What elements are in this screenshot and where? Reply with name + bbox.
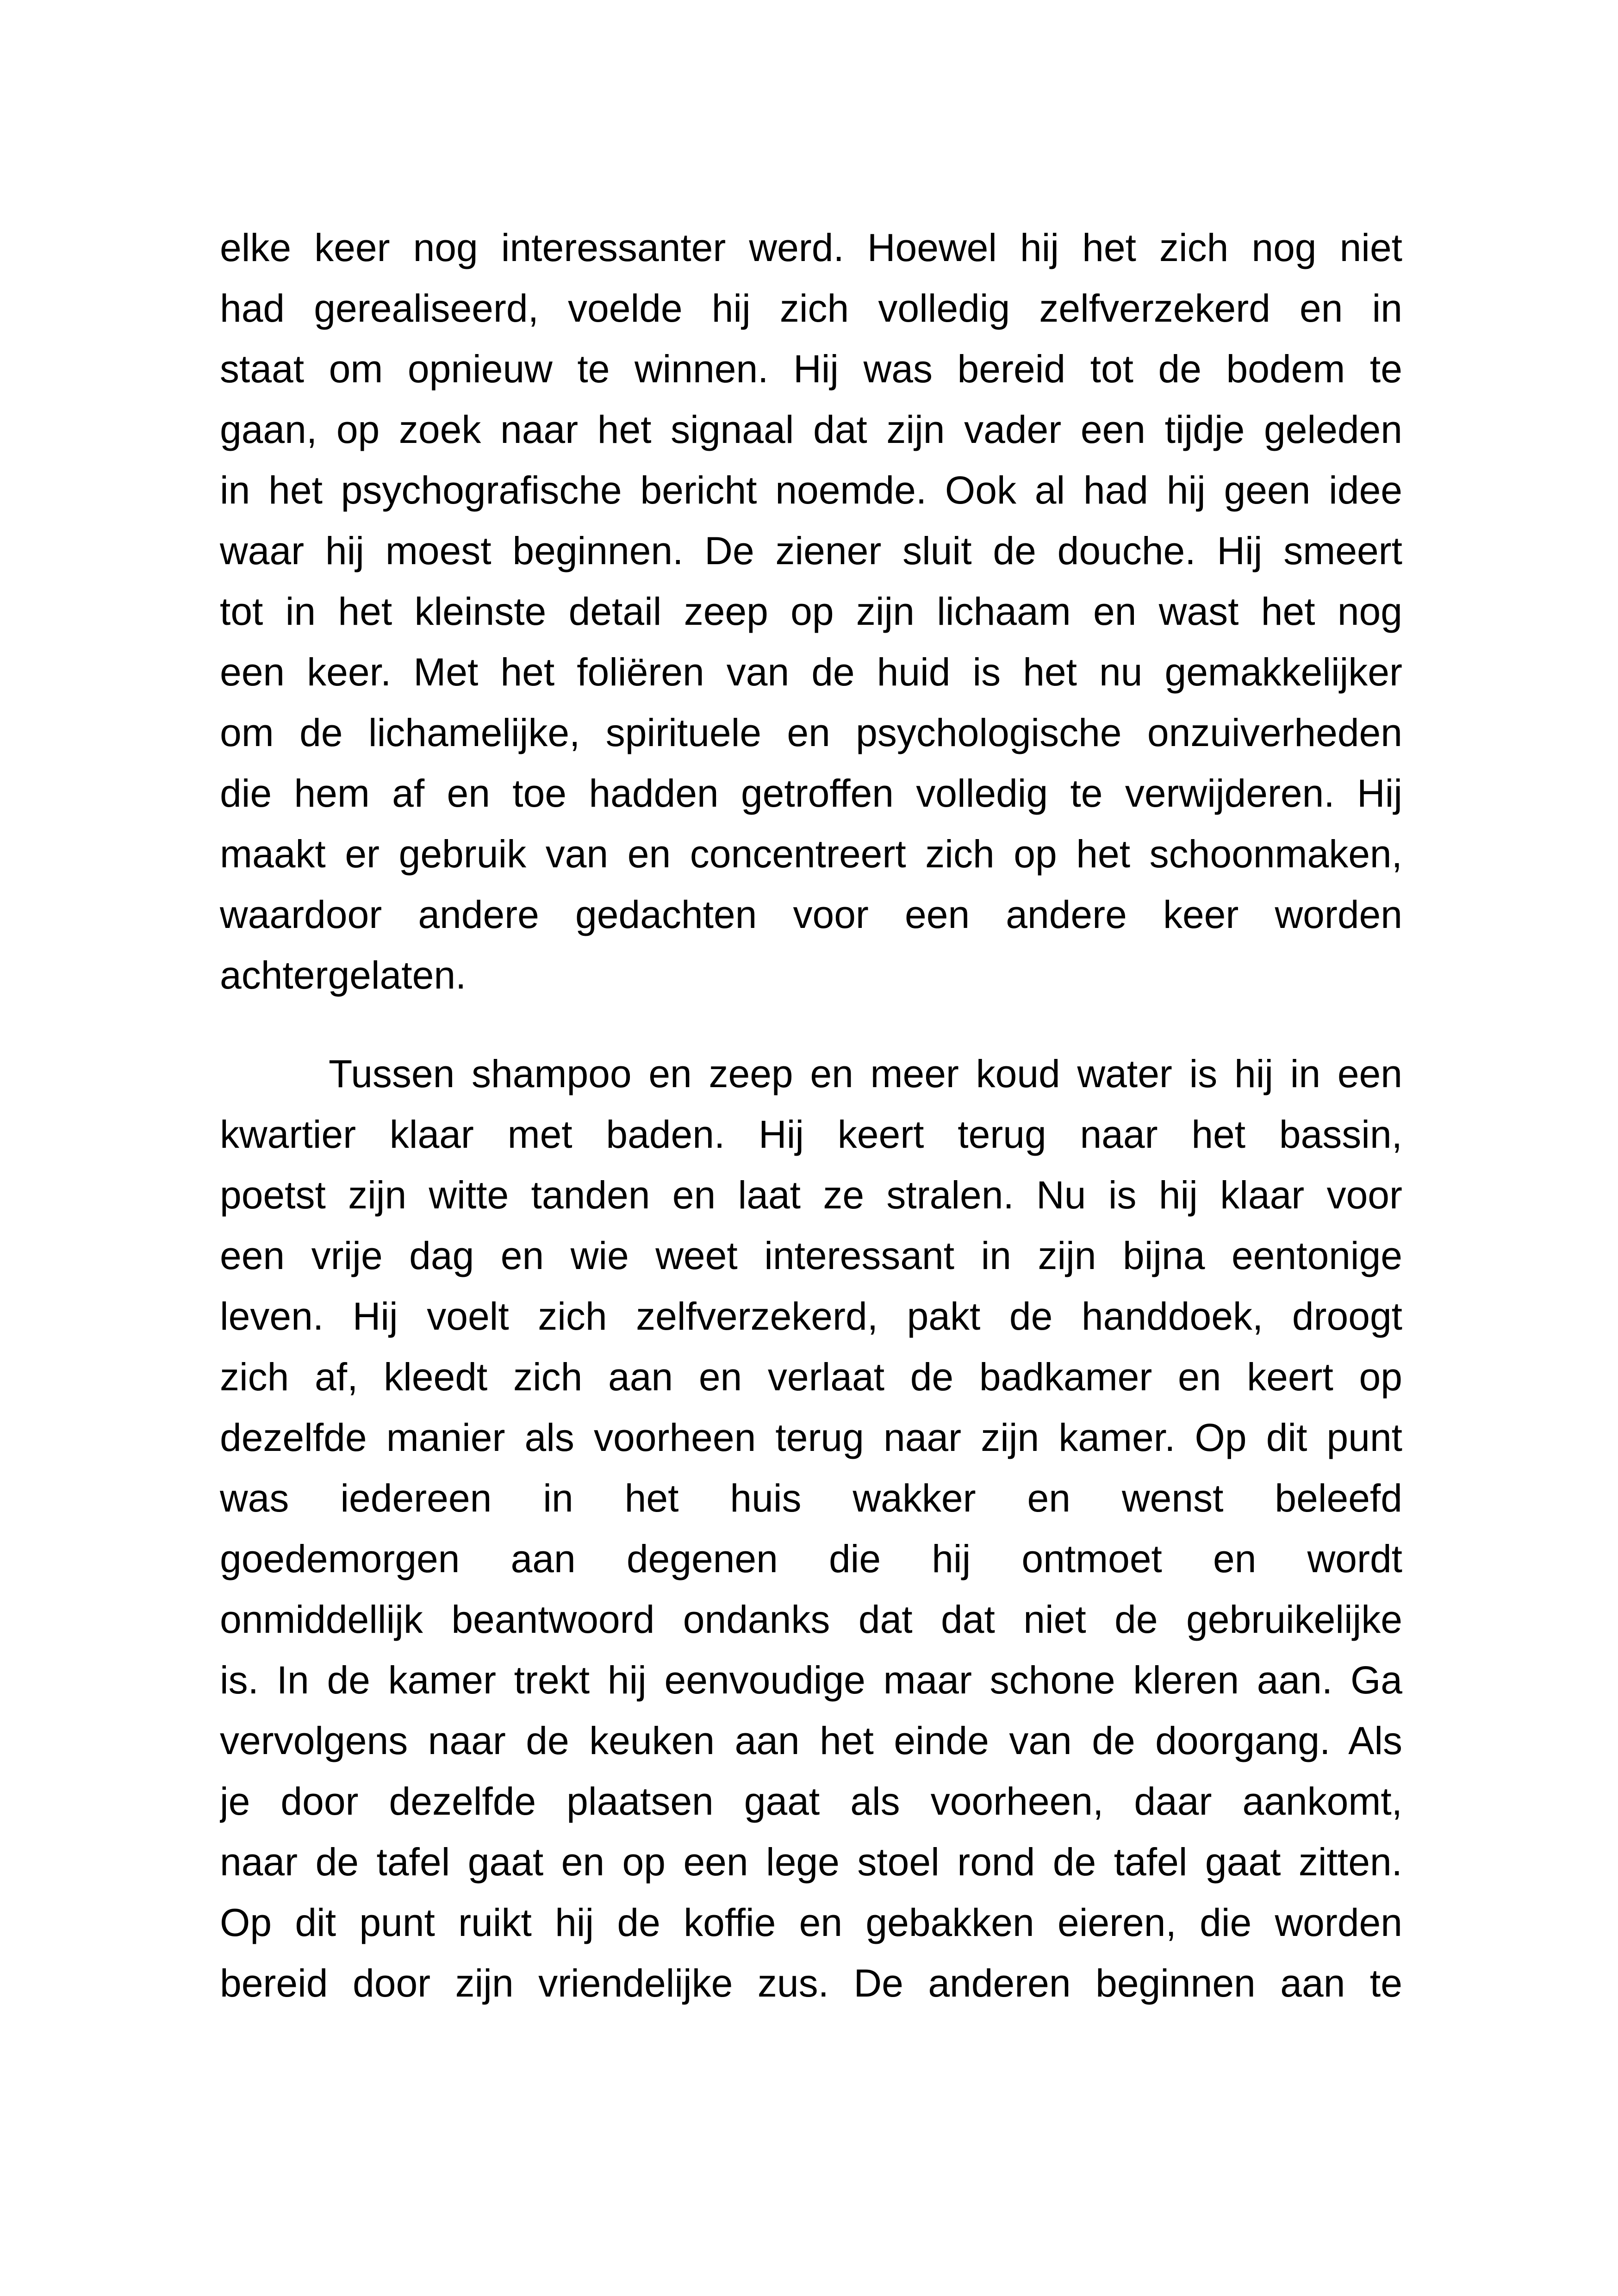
text-line: je door dezelfde plaatsen gaat als voorheen, daar aankomt, bbox=[220, 1780, 1402, 1823]
text-line: die hem af en toe hadden getroffen volledig te verwijderen. Hij bbox=[220, 772, 1402, 815]
text-line: was iedereen in het huis wakker en wenst beleefd bbox=[220, 1476, 1402, 1520]
text-line: naar de tafel gaat en op een lege stoel rond de tafel gaat zitten. bbox=[220, 1840, 1402, 1884]
text-line: onmiddellijk beantwoord ondanks dat dat niet de gebruikelijke bbox=[220, 1598, 1402, 1641]
text-line: Op dit punt ruikt hij de koffie en gebakken eieren, die worden bbox=[220, 1901, 1402, 1944]
paragraph-2 bbox=[220, 1044, 1402, 2014]
text-line: goedemorgen aan degenen die hij ontmoet en wordt bbox=[220, 1537, 1402, 1580]
text-line: gaan, op zoek naar het signaal dat zijn vader een tijdje geleden bbox=[220, 408, 1402, 451]
text-line: poetst zijn witte tanden en laat ze stralen. Nu is hij klaar voor bbox=[220, 1173, 1402, 1217]
text-line: in het psychografische bericht noemde. Ook al had hij geen idee bbox=[220, 468, 1402, 512]
text-line: bereid door zijn vriendelijke zus. De anderen beginnen aan te bbox=[220, 1961, 1402, 2005]
text-line: waar hij moest beginnen. De ziener sluit de douche. Hij smeert bbox=[220, 529, 1402, 572]
text-line: waardoor andere gedachten voor een andere keer worden bbox=[220, 893, 1402, 936]
text-line: kwartier klaar met baden. Hij keert terug naar het bassin, bbox=[220, 1113, 1402, 1156]
text-line: een keer. Met het foliëren van de huid is het nu gemakkelijker bbox=[220, 650, 1402, 694]
text-line: achtergelaten. bbox=[220, 953, 467, 997]
text-line: is. In de kamer trekt hij eenvoudige maar schone kleren aan. Ga bbox=[220, 1658, 1402, 1702]
text-line: een vrije dag en wie weet interessant in zijn bijna eentonige bbox=[220, 1234, 1402, 1277]
text-line: tot in het kleinste detail zeep op zijn lichaam en wast het nog bbox=[220, 590, 1402, 633]
text-line: dezelfde manier als voorheen terug naar zijn kamer. Op dit punt bbox=[220, 1416, 1402, 1459]
text-line: staat om opnieuw te winnen. Hij was bereid tot de bodem te bbox=[220, 347, 1402, 391]
text-line: zich af, kleedt zich aan en verlaat de badkamer en keert op bbox=[220, 1355, 1402, 1399]
text-line: maakt er gebruik van en concentreert zich op het schoonmaken, bbox=[220, 832, 1402, 876]
text-line: leven. Hij voelt zich zelfverzekerd, pakt de handdoek, droogt bbox=[220, 1294, 1402, 1338]
text-line: elke keer nog interessanter werd. Hoewel hij het zich nog niet bbox=[220, 226, 1402, 269]
text-line: vervolgens naar de keuken aan het einde van de doorgang. Als bbox=[220, 1719, 1402, 1762]
paragraph-1 bbox=[220, 218, 1402, 1006]
text-line: had gerealiseerd, voelde hij zich volledig zelfverzekerd en in bbox=[220, 286, 1402, 330]
text-line: om de lichamelijke, spirituele en psychologische onzuiverheden bbox=[220, 711, 1402, 754]
text-line: Tussen shampoo en zeep en meer koud water is hij in een bbox=[329, 1052, 1402, 1095]
